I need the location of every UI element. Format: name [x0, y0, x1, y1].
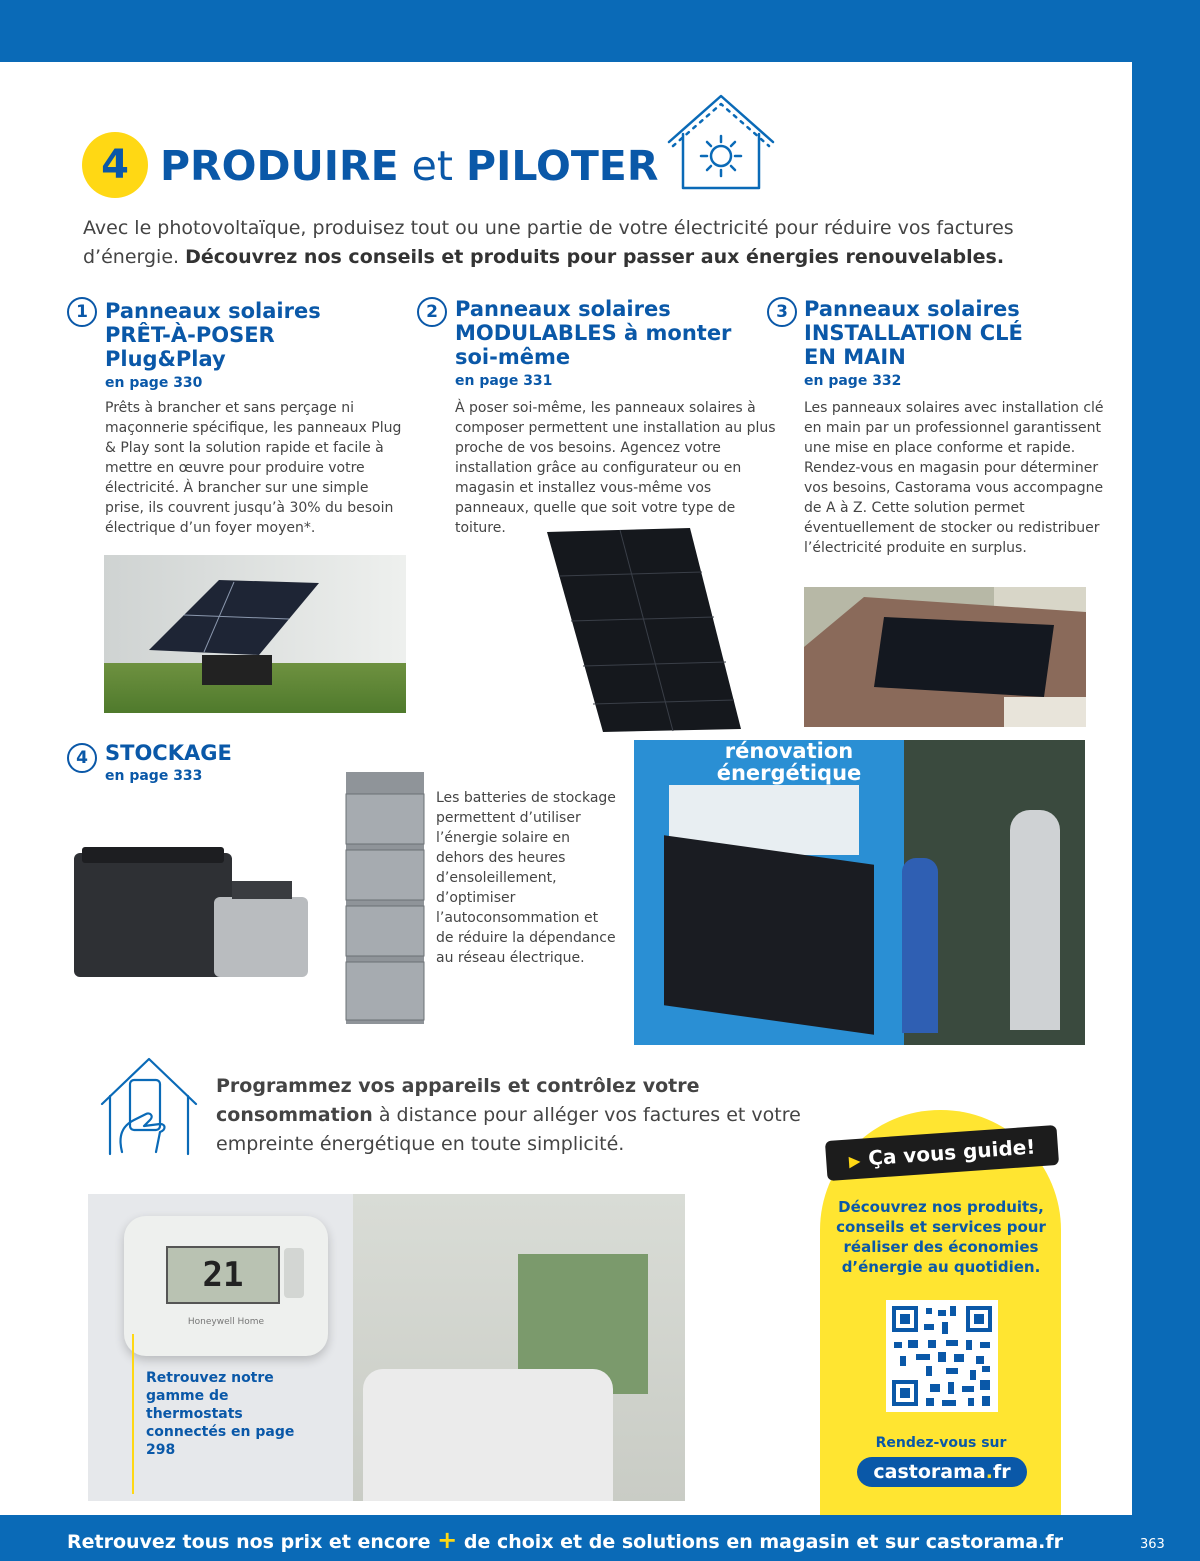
section-1-title-line: PRÊT-À-POSER: [105, 323, 275, 347]
store-advisor-photo: [634, 740, 1085, 1045]
section-4-page-ref: en page 333: [105, 768, 203, 784]
section-1-title-line: Panneaux solaires: [105, 299, 321, 323]
section-3-title-line: INSTALLATION CLÉ: [804, 321, 1023, 345]
section-1-title: [105, 299, 321, 371]
section-3-title: [804, 297, 1023, 369]
section-4-text: Les batteries de stockage permettent d’utiliser l’énergie solaire en dehors des heures d’ensoleillement, d’optimiser l’autoconsommation et de réduire la dépendance au réseau électrique.: [436, 790, 616, 966]
intro-paragraph: [83, 214, 1043, 272]
page-number: 363: [1140, 1537, 1165, 1552]
top-band: [0, 0, 1200, 62]
section-2-title-line: MODULABLES à monter: [455, 321, 732, 345]
thermostat-device: [124, 1216, 328, 1356]
section-number-badge: 4: [82, 132, 148, 198]
programming-text: à distance pour alléger vos factures et votre empreinte énergétique en toute simplicité.: [216, 1104, 801, 1155]
castorama-link[interactable]: [857, 1457, 1027, 1487]
programming-paragraph: [216, 1072, 816, 1159]
footer-part-1: Retrouvez tous nos prix et encore: [67, 1531, 438, 1553]
house-sun-icon: [665, 92, 777, 194]
plus-icon: +: [437, 1526, 458, 1554]
modular-panel-photo: [545, 526, 745, 734]
programming-bold: Programmez vos appareils et contrôlez votre consommation: [216, 1075, 700, 1126]
section-2-text: À poser soi-même, les panneaux solaires à composer permettent une installation au plus proche de vos besoins. Agencez votre installation grâce au configurateur ou en magasin et installez vous-même vos panneaux, quelle que soit votre type de toiture.: [455, 400, 776, 536]
title-part-3: PILOTER: [466, 142, 659, 190]
thermostat-brand: Honeywell Home: [187, 1317, 265, 1327]
page-title: [160, 138, 658, 194]
section-4-number: 4: [67, 743, 97, 773]
battery-stack-photo: [344, 770, 426, 1025]
store-banner: [704, 740, 874, 784]
section-3-title-line: Panneaux solaires: [804, 297, 1020, 321]
section-2-title: [455, 297, 731, 369]
section-4-title-line: STOCKAGE: [105, 741, 232, 765]
guide-tag-label: Ça vous guide!: [867, 1134, 1037, 1171]
section-2-page-ref: en page 331: [455, 373, 553, 389]
battery-inverter-photo: [72, 845, 312, 980]
guide-rendezvous: Rendez-vous sur: [875, 1435, 1007, 1451]
sofa: [363, 1369, 613, 1501]
store-banner-line: énergétique: [716, 761, 862, 785]
customer-person: [1010, 810, 1060, 1030]
title-part-2: et: [398, 142, 467, 190]
section-1-number: 1: [67, 297, 97, 327]
play-icon: ▶: [848, 1151, 862, 1171]
thermostat-note: Retrouvez notre gamme de thermostats connectés en page 298: [146, 1370, 295, 1458]
store-solar-panel: [664, 835, 874, 1035]
advisor-person: [902, 858, 938, 1033]
note-line: [132, 1334, 134, 1494]
section-2-title-line: Panneaux solaires: [455, 297, 671, 321]
intro-text: Avec le photovoltaïque, produisez tout ou une partie de votre électricité pour réduire vos factures d’énergie.: [83, 217, 1014, 268]
section-1-title-line: Plug&Play: [105, 347, 226, 371]
footer-text: [0, 1525, 1130, 1557]
section-4-title: [105, 741, 232, 765]
plug-play-panel-photo: [104, 555, 406, 713]
section-3-number: 3: [767, 297, 797, 327]
section-1-page-ref: en page 330: [105, 375, 203, 391]
title-part-1: PRODUIRE: [160, 142, 399, 190]
section-3-text: Les panneaux solaires avec installation clé en main par un professionnel garantissent une mise en place conforme et rapide. Rendez-vous en magasin pour déterminer vos besoins, Castorama vous accompagne de A à Z. Cette solution permet éventuellement de stocker ou redistribuer l’électricité produite en surplus.: [804, 400, 1104, 556]
section-3-page-ref: en page 332: [804, 373, 902, 389]
thermostat-buttons: [284, 1248, 304, 1298]
intro-bold: Découvrez nos conseils et produits pour passer aux énergies renouvelables.: [185, 246, 1005, 268]
site-dot: .: [985, 1461, 993, 1483]
thermostat-display: 21: [166, 1246, 280, 1304]
qr-code-icon[interactable]: [886, 1300, 998, 1412]
right-band: [1132, 0, 1200, 1561]
guide-text: Découvrez nos produits, conseils et services pour réaliser des économies d’énergie au quotidien.: [836, 1198, 1046, 1276]
roof-installation-photo: [804, 587, 1086, 727]
section-3-title-line: EN MAIN: [804, 345, 906, 369]
footer-part-2: de choix et de solutions en magasin et sur castorama.fr: [457, 1531, 1063, 1553]
section-2-number: 2: [417, 297, 447, 327]
site-tld: fr: [992, 1461, 1011, 1483]
hand-phone-house-icon: [100, 1056, 198, 1156]
section-1-text: Prêts à brancher et sans perçage ni maçonnerie spécifique, les panneaux Plug & Play sont la solution rapide et facile à mettre en œuvre pour produire votre électricité. À brancher sur une simple prise, ils couvrent jusqu’à 30% du besoin électrique d’un foyer moyen*.: [105, 400, 402, 536]
site-name: castorama: [873, 1461, 986, 1483]
store-banner-line: rénovation: [724, 740, 854, 763]
section-2-title-line: soi-même: [455, 345, 571, 369]
